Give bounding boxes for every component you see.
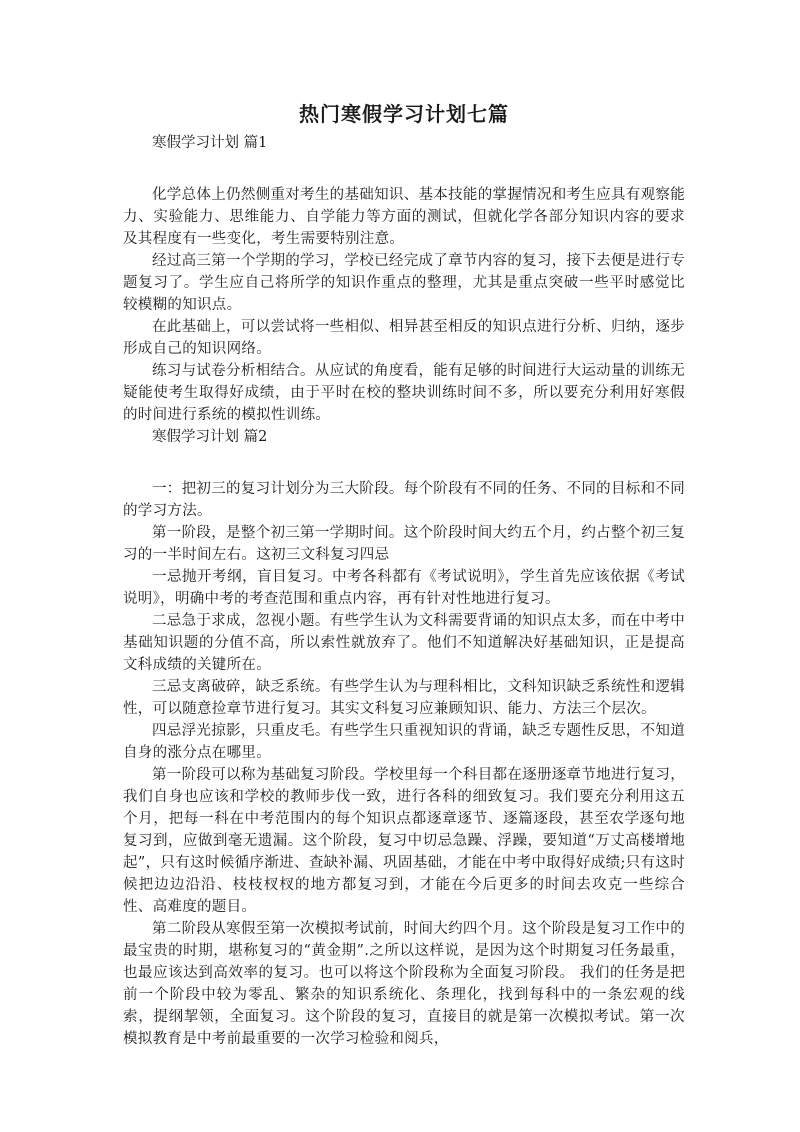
spacer — [123, 470, 685, 478]
paragraph: 一忌抛开考纲，盲目复习。中考各科都有《考试说明》，学生首先应该依据《考试说明》，明确中考的考查范围和重点内容，再有针对性地进行复习。 — [123, 569, 685, 607]
spacer — [123, 176, 685, 184]
document-page — [123, 96, 685, 1050]
section-label-1: 寒假学习计划 篇1 — [152, 135, 268, 151]
paragraph: 化学总体上仍然侧重对考生的基础知识、基本技能的掌握情况和考生应具有观察能力、实验能力、思维能力、自学能力等方面的测试，但就化学各部分知识内容的要求及其程度有一些变化，考生需要特别注意。 — [123, 187, 685, 247]
spacer — [123, 154, 685, 176]
paragraph: 三忌支离破碎，缺乏系统。有些学生认为与理科相比，文科知识缺乏系统性和逻辑性，可以随意捡章节进行复习。其实文科复习应兼顾知识、能力、方法三个层次。 — [123, 679, 685, 717]
paragraph: 四忌浮光掠影，只重皮毛。有些学生只重视知识的背诵，缺乏专题性反思，不知道自身的涨分点在哪里。 — [123, 723, 685, 761]
paragraph: 在此基础上，可以尝试将一些相似、相异甚至相反的知识点进行分析、归纳，逐步形成自己的知识网络。 — [123, 319, 685, 357]
document-title: 热门寒假学习计划七篇 — [299, 102, 509, 126]
paragraph: 练习与试卷分析相结合。从应试的角度看，能有足够的时间进行大运动量的训练无疑能使考生取得好成绩，由于平时在校的整块训练时间不多，所以要充分利用好寒假的时间进行系统的模拟性训练。 — [123, 363, 685, 423]
spacer — [123, 448, 685, 470]
section-label-2: 寒假学习计划 篇2 — [152, 429, 268, 445]
paragraph: 二忌急于求成，忽视小题。有些学生认为文科需要背诵的知识点太多，而在中考中基础知识题的分值不高，所以索性就放弃了。他们不知道解决好基础知识，正是提高文科成绩的关键所在。 — [123, 613, 685, 673]
paragraph: 第一阶段，是整个初三第一学期时间。这个阶段时间大约五个月，约占整个初三复习的一半时间左右。这初三文科复习四忌 — [123, 525, 685, 563]
paragraph: 一：把初三的复习计划分为三大阶段。每个阶段有不同的任务、不同的目标和不同的学习方法。 — [123, 481, 685, 519]
paragraph: 第二阶段从寒假至第一次模拟考试前，时间大约四个月。这个阶段是复习工作中的最宝贵的时期，堪称复习的“黄金期”.之所以这样说，是因为这个时期复习任务最重，也最应该达到高效率的复习。也可以将这个阶段称为全面复习阶段。 我们的任务是把前一个阶段中较为零乱、繁杂的知识系统化、条理化，找到每科中的一条宏观的线索，提纲挈领，全面复习。这个阶段的复习，直接目的就是第一次模拟考试。第一次模拟教育是中考前最重要的一次学习检验和阅兵， — [123, 921, 685, 1047]
paragraph: 经过高三第一个学期的学习，学校已经完成了章节内容的复习，接下去便是进行专题复习了。学生应自己将所学的知识作重点的整理，尤其是重点突破一些平时感觉比较模糊的知识点。 — [123, 253, 685, 313]
paragraph: 第一阶段可以称为基础复习阶段。学校里每一个科目都在逐册逐章节地进行复习，我们自身也应该和学校的教师步伐一致，进行各科的细致复习。我们要充分利用这五个月，把每一科在中考范围内的每个知识点都逐章逐节、逐篇逐段，甚至农学逐句地复习到，应做到毫无遗漏。这个阶段，复习中切忌急躁、浮躁，要知道“万丈高楼增地起”，只有这时候循序渐进、查缺补漏、巩固基础，才能在中考中取得好成绩;只有这时候把边边沿沿、枝枝杈杈的地方都复习到，才能在今后更多的时间去攻克一些综合性、高难度的题目。 — [123, 767, 685, 915]
